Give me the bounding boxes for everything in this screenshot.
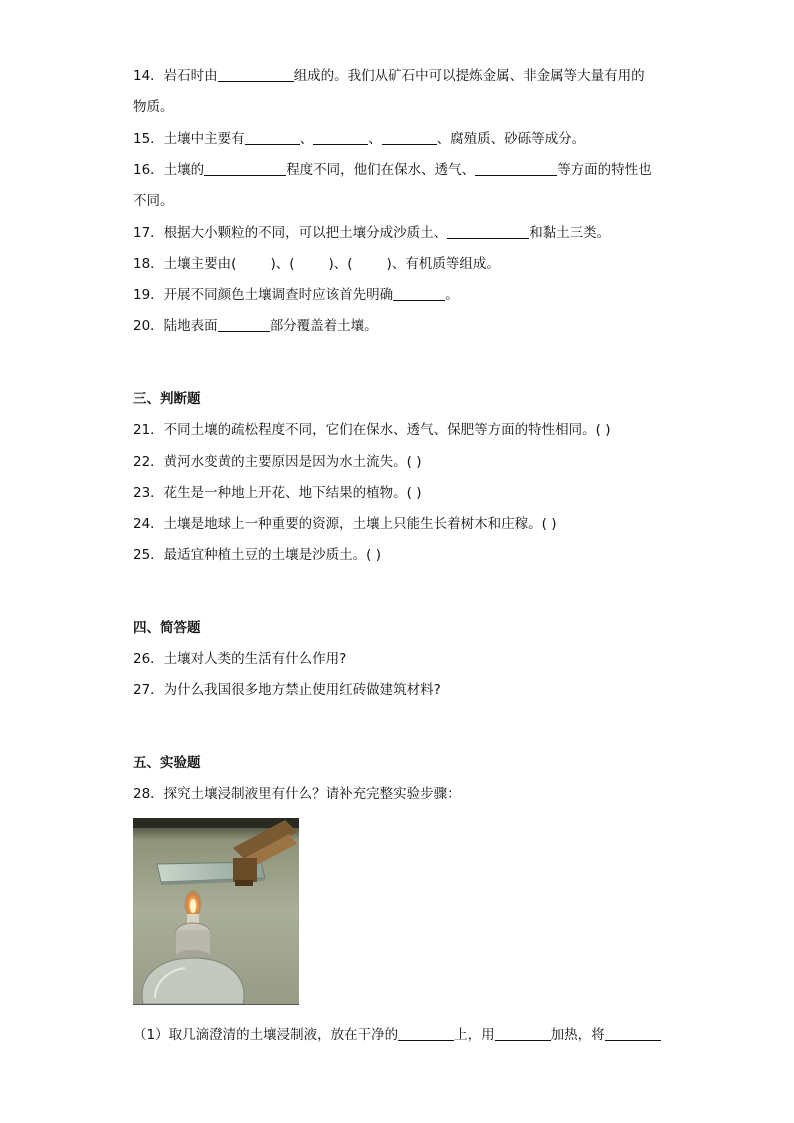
q16-blank-1 — [204, 161, 286, 176]
q28-1-blank-1 — [398, 1026, 454, 1041]
q14-text-b: 组成的。我们从矿石中可以提炼金属、非金属等大量有用的 — [293, 68, 645, 84]
q14-text-c: 物质。 — [133, 99, 174, 115]
q28-1-text-c: 加热，将 — [550, 1027, 605, 1043]
q15-sep-2: 、 — [368, 131, 382, 147]
q18-text-d: )、有机质等组成。 — [386, 256, 500, 272]
alcohol-lamp-photo — [133, 818, 299, 1005]
q15-blank-1 — [245, 130, 300, 145]
q19-text-b: 。 — [445, 287, 459, 303]
question-20 — [133, 317, 378, 335]
question-28-step-1 — [133, 1026, 661, 1044]
q20-blank — [218, 317, 270, 332]
q16-text-a: 16．土壤的 — [133, 162, 205, 178]
question-16-cont — [133, 192, 174, 210]
q17-text-b: 和黏土三类。 — [529, 225, 611, 241]
q14-blank — [218, 67, 294, 82]
q19-blank — [393, 286, 445, 301]
alcohol-lamp-heating-glass-slide-photo-icon — [133, 818, 299, 1004]
question-24: 24．土壤是地球上一种重要的资源，土壤上只能生长着树木和庄稼。( ) — [133, 516, 557, 532]
q15-blank-3 — [382, 130, 437, 145]
q15-text-a: 15．土壤中主要有 — [133, 131, 245, 147]
question-17 — [133, 224, 610, 242]
q16-text-b: 程度不同，他们在保水、透气、 — [286, 162, 476, 178]
section-4-heading: 四、简答题 — [133, 620, 201, 636]
question-18 — [133, 255, 500, 273]
q15-blank-2 — [313, 130, 368, 145]
section-5-heading: 五、实验题 — [133, 755, 201, 771]
q28-1-text-a: （1）取几滴澄清的土壤浸制液，放在干净的 — [133, 1027, 399, 1043]
section-3-heading: 三、判断题 — [133, 391, 201, 407]
q18-text-a: 18．土壤主要由( — [133, 256, 237, 272]
question-25: 25．最适宜种植土豆的土壤是沙质土。( ) — [133, 547, 382, 563]
q14-text-a: 14．岩石时由 — [133, 68, 218, 84]
q18-text-b: )、( — [270, 256, 295, 272]
question-27: 27．为什么我国很多地方禁止使用红砖做建筑材料? — [133, 682, 441, 698]
question-23: 23．花生是一种地上开花、地下结果的植物。( ) — [133, 485, 422, 501]
question-14-cont — [133, 98, 174, 116]
question-14 — [133, 67, 645, 85]
q16-text-c: 等方面的特性也 — [557, 162, 652, 178]
question-21: 21．不同土壤的疏松程度不同，它们在保水、透气、保肥等方面的特性相同。( ) — [133, 422, 611, 438]
question-28: 28．探究土壤浸制液里有什么？请补充完整实验步骤： — [133, 786, 461, 802]
q28-1-text-b: 上，用 — [454, 1027, 495, 1043]
q17-text-a: 17．根据大小颗粒的不同，可以把土壤分成沙质土、 — [133, 225, 448, 241]
q20-text-a: 20．陆地表面 — [133, 318, 218, 334]
q16-blank-2 — [475, 161, 557, 176]
q15-text-b: 、腐殖质、砂砾等成分。 — [436, 131, 586, 147]
q28-1-blank-2 — [495, 1026, 551, 1041]
q16-text-d: 不同。 — [133, 193, 174, 209]
question-19 — [133, 286, 459, 304]
question-26: 26．土壤对人类的生活有什么作用? — [133, 651, 347, 667]
q15-sep-1: 、 — [299, 131, 314, 147]
question-22: 22．黄河水变黄的主要原因是因为水土流失。( ) — [133, 454, 422, 470]
q28-1-blank-3 — [605, 1026, 661, 1041]
q19-text-a: 19．开展不同颜色土壤调查时应该首先明确 — [133, 287, 394, 303]
q17-blank — [447, 224, 529, 239]
question-15 — [133, 130, 585, 148]
q18-text-c: )、( — [328, 256, 353, 272]
q20-text-b: 部分覆盖着土壤。 — [269, 318, 378, 334]
question-16 — [133, 161, 652, 179]
